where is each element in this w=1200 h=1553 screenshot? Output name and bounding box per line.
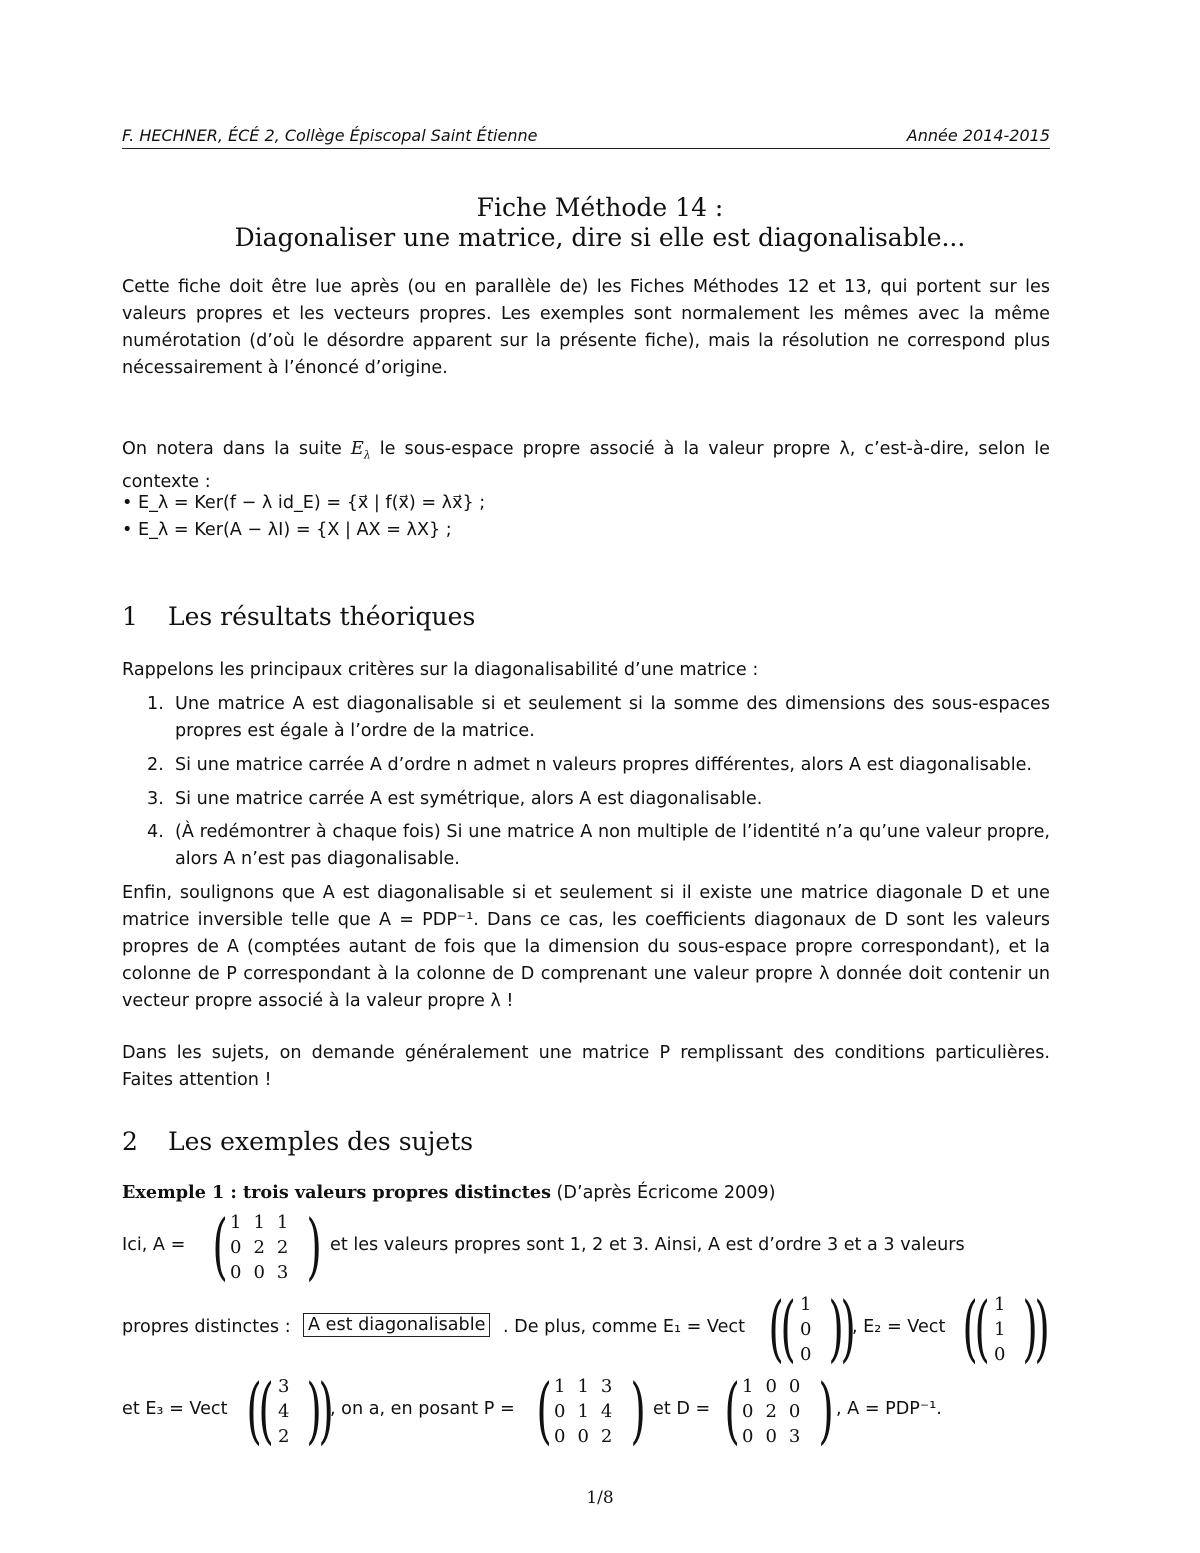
criterion-item <box>147 691 1050 745</box>
criterion-item <box>147 786 1050 813</box>
matrix-A: ( 1 1 1 0 2 2 0 0 3 ) <box>212 1204 322 1288</box>
item-number: 1. <box>147 694 164 714</box>
matrix-cell: 3 <box>276 1262 289 1283</box>
matrix-cell: 1 <box>253 1212 265 1233</box>
item-number: 4. <box>147 822 164 842</box>
matrix-cell: 0 <box>800 1319 812 1340</box>
matrix-cell: 1 <box>577 1376 589 1397</box>
line2-e2: , E₂ = Vect <box>852 1317 946 1337</box>
line1-post: et les valeurs propres sont 1, 2 et 3. Ainsi, A est d’ordre 3 et a 3 valeurs <box>330 1235 965 1255</box>
line3-d: et D = <box>653 1399 711 1419</box>
matrix-cell: 1 <box>800 1294 812 1315</box>
intro-paragraph: Cette fiche doit être lue après (ou en parallèle de) les Fiches Méthodes 12 et 13, qui portent sur les valeurs propres et les vecteurs propres. Les exemples sont normalement les mêmes avec la même numérotation (d’où le désordre apparent sur la présente fiche), mais la résolution ne correspond plus nécessairement à l’énoncé d’origine. <box>122 277 1050 378</box>
vector-v2-table <box>990 1292 1009 1367</box>
matrix-row <box>736 1424 806 1449</box>
matrix-A-table <box>224 1210 294 1285</box>
boxed-conclusion: A est diagonalisable <box>303 1313 490 1337</box>
matrix-cell: 3 <box>278 1376 290 1397</box>
matrix-cell: 1 <box>742 1376 754 1397</box>
matrix-row <box>736 1399 806 1424</box>
matrix-cell: 0 <box>554 1426 566 1447</box>
matrix-row <box>274 1424 293 1449</box>
matrix-cell: 1 <box>276 1212 289 1233</box>
matrix-cell: 0 <box>788 1401 801 1422</box>
matrix-cell: 0 <box>577 1426 589 1447</box>
example-1-title: Exemple 1 : trois valeurs propres distinctes <box>122 1182 551 1203</box>
vector-v1-table <box>796 1292 815 1367</box>
matrix-cell: 1 <box>554 1376 566 1397</box>
section-2-number: 2 <box>122 1127 138 1156</box>
matrix-row <box>224 1260 294 1285</box>
matrix-row <box>736 1374 806 1399</box>
notation-paragraph <box>122 436 1050 496</box>
matrix-row <box>274 1374 293 1399</box>
matrix-cell: 3 <box>788 1426 801 1447</box>
matrix-cell: 3 <box>600 1376 613 1397</box>
matrix-cell: 2 <box>278 1426 290 1447</box>
matrix-cell: 2 <box>276 1237 289 1258</box>
matrix-row <box>796 1342 815 1367</box>
section-2-heading <box>122 1127 473 1156</box>
section-2-title: Les exemples des sujets <box>168 1127 474 1156</box>
matrix-cell: 4 <box>600 1401 613 1422</box>
vector-v2: ( ( 1 1 0 ) ) <box>962 1286 1050 1370</box>
item-number: 2. <box>147 755 164 775</box>
matrix-row <box>796 1317 815 1342</box>
section-1-heading <box>122 602 475 631</box>
example-1-heading <box>122 1182 776 1203</box>
notation-text-b: le sous-espace propre associé à la valeur propre λ, c’est-à-dire, selon le contexte : <box>122 439 1050 492</box>
title-line-1: Fiche Méthode 14 : <box>476 193 724 222</box>
matrix-row <box>548 1424 618 1449</box>
notation-bullet-2: • E_λ = Ker(A − λI) = {X | AX = λX} ; <box>122 520 452 540</box>
notation-text-a: On notera dans la suite <box>122 439 351 459</box>
matrix-cell: 2 <box>600 1426 613 1447</box>
matrix-cell: 0 <box>788 1376 801 1397</box>
criterion-item <box>147 752 1050 779</box>
vector-v1: ( ( 1 0 0 ) ) <box>768 1286 856 1370</box>
vector-v3-table <box>274 1374 293 1449</box>
section-1-lead: Rappelons les principaux critères sur la diagonalisabilité d’une matrice : <box>122 660 759 680</box>
matrix-cell: 0 <box>230 1237 242 1258</box>
matrix-cell: 2 <box>253 1237 265 1258</box>
matrix-cell: 0 <box>742 1401 754 1422</box>
line2-mid: . De plus, comme E₁ = Vect <box>503 1317 745 1337</box>
item-text: Si une matrice carrée A d’ordre n admet n valeurs propres différentes, alors A est diagonalisable. <box>175 755 1033 775</box>
matrix-cell: 0 <box>994 1344 1006 1365</box>
line2-pre: propres distinctes : <box>122 1317 291 1337</box>
matrix-D-table <box>736 1374 806 1449</box>
matrix-D: ( 1 0 0 0 2 0 0 0 3 ) <box>724 1368 834 1452</box>
title-line-2: Diagonaliser une matrice, dire si elle est diagonalisable... <box>234 223 966 252</box>
notation-bullet-1: • E_λ = Ker(f − λ id_E) = {x⃗ | f(x⃗) = λx⃗} ; <box>122 493 486 513</box>
matrix-cell: 0 <box>742 1426 754 1447</box>
matrix-cell: 1 <box>994 1294 1006 1315</box>
item-text: Si une matrice carrée A est symétrique, alors A est diagonalisable. <box>175 789 763 809</box>
matrix-cell: 0 <box>253 1262 265 1283</box>
matrix-row <box>796 1292 815 1317</box>
matrix-cell: 1 <box>230 1212 242 1233</box>
matrix-row <box>548 1399 618 1424</box>
enfin-paragraph: Enfin, soulignons que A est diagonalisable si et seulement si il existe une matrice diagonale D et une matrice inversible telle que A = PDP⁻¹. Dans ce cas, les coefficients diagonaux de D sont les valeurs propres de A (comptées autant de fois que la dimension du sous-espace propre correspondant), et la colonne de P correspondant à la colonne de D comprenant une valeur propre λ donnée doit contenir un vecteur propre associé à la valeur propre λ ! <box>122 883 1050 1011</box>
item-text: Une matrice A est diagonalisable si et seulement si la somme des dimensions des sous-espaces propres est égale à l’ordre de la matrice. <box>175 694 1050 741</box>
matrix-cell: 0 <box>765 1426 777 1447</box>
matrix-row <box>224 1235 294 1260</box>
matrix-row <box>274 1399 293 1424</box>
example-1-source: (D’après Écricome 2009) <box>550 1183 776 1203</box>
matrix-row <box>990 1292 1009 1317</box>
line1-pre: Ici, A = <box>122 1235 186 1255</box>
matrix-P-table <box>548 1374 618 1449</box>
matrix-cell: 2 <box>765 1401 777 1422</box>
vector-v3: ( ( 3 4 2 ) ) <box>246 1368 334 1452</box>
header-right: Année 2014-2015 <box>906 126 1050 145</box>
matrix-cell: 0 <box>230 1262 242 1283</box>
matrix-row <box>548 1374 618 1399</box>
page-header <box>122 126 1050 149</box>
e-lambda-symbol: $E_\lambda$ <box>350 439 371 462</box>
line3-pre: et E₃ = Vect <box>122 1399 228 1419</box>
item-text: (À redémontrer à chaque fois) Si une matrice A non multiple de l’identité n’a qu’une valeur propre, alors A n’est pas diagonalisable. <box>175 822 1050 869</box>
line3-mid: , on a, en posant P = <box>330 1399 515 1419</box>
matrix-row <box>990 1317 1009 1342</box>
section-1-number: 1 <box>122 602 138 631</box>
section-1-title: Les résultats théoriques <box>168 602 476 631</box>
matrix-cell: 0 <box>800 1344 812 1365</box>
page-number: 1/8 <box>586 1488 614 1508</box>
matrix-cell: 0 <box>765 1376 777 1397</box>
sujets-paragraph: Dans les sujets, on demande généralement une matrice P remplissant des conditions particulières. Faites attention ! <box>122 1043 1050 1090</box>
header-left: F. HECHNER, ÉCÉ 2, Collège Épiscopal Saint Étienne <box>122 126 538 145</box>
matrix-cell: 1 <box>577 1401 589 1422</box>
item-number: 3. <box>147 789 164 809</box>
matrix-P: ( 1 1 3 0 1 4 0 0 2 ) <box>536 1368 646 1452</box>
matrix-cell: 0 <box>554 1401 566 1422</box>
matrix-cell: 4 <box>278 1401 290 1422</box>
matrix-row <box>990 1342 1009 1367</box>
criterion-item <box>147 819 1050 873</box>
matrix-row <box>224 1210 294 1235</box>
line3-end: , A = PDP⁻¹. <box>836 1399 942 1419</box>
matrix-cell: 1 <box>994 1319 1006 1340</box>
